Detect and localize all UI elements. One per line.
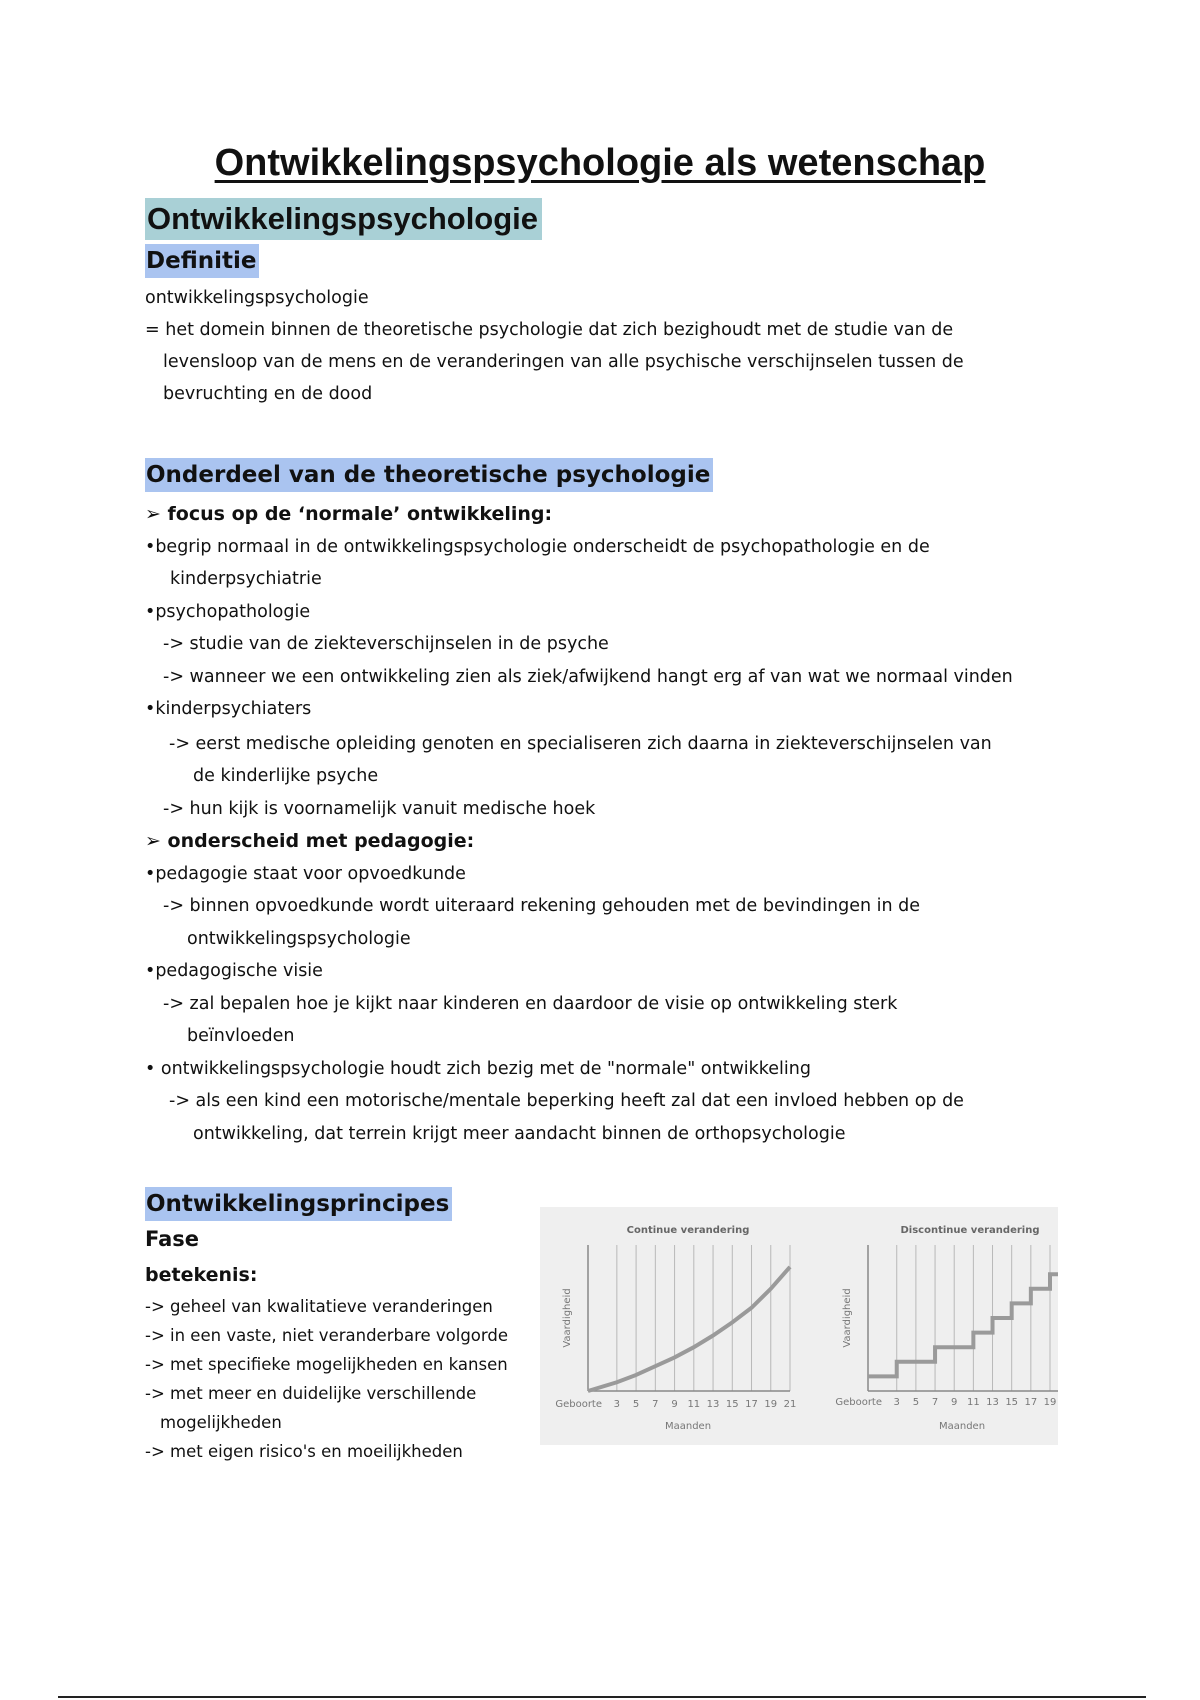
text-line: -> zal bepalen hoe je kijkt naar kinderen en daardoor de visie op ontwikkeling sterk	[163, 994, 898, 1014]
tick-label: 19	[1043, 1397, 1057, 1408]
definition-line: = het domein binnen de theoretische psychologie dat zich bezighoudt met de studie van de	[145, 320, 954, 340]
tick-label: 15	[725, 1399, 739, 1410]
text-line: beïnvloeden	[187, 1026, 295, 1046]
tick-label: 7	[931, 1397, 939, 1408]
y-axis-label: Vaardigheid	[842, 1288, 853, 1348]
tick-label: 5	[912, 1397, 920, 1408]
text-line: -> met eigen risico's en moeilijkheden	[145, 1442, 463, 1461]
definition-line: bevruchting en de dood	[163, 384, 373, 404]
bullet-onderscheid-pedagogie: ➢ onderscheid met pedagogie:	[145, 830, 475, 852]
bullet-focus-normale-ontwikkeling: ➢ focus op de ‘normale’ ontwikkeling:	[145, 503, 553, 525]
tick-label: 13	[986, 1397, 999, 1408]
text-line: -> met meer en duidelijke verschillende	[145, 1384, 477, 1403]
subheading-ontwikkelingsprincipes: Ontwikkelingsprincipes	[145, 1187, 452, 1221]
tick-label: 13	[706, 1399, 720, 1410]
y-axis-label: Vaardigheid	[562, 1288, 573, 1348]
tick-label: Geboorte	[835, 1397, 882, 1408]
text-line: •pedagogische visie	[145, 961, 323, 981]
text-line: -> hun kijk is voornamelijk vanuit medische hoek	[163, 799, 596, 819]
tick-label: 5	[632, 1399, 640, 1410]
footer-rule	[58, 1696, 1146, 1698]
x-axis-label: Maanden	[664, 1421, 712, 1432]
definition-line: levensloop van de mens en de veranderingen van alle psychische verschijnselen tussen de	[163, 352, 964, 372]
series-line	[588, 1267, 790, 1391]
tick-label: 15	[1005, 1397, 1019, 1408]
text-line: •begrip normaal in de ontwikkelingspsychologie onderscheidt de psychopathologie en de	[145, 537, 930, 557]
label-betekenis: betekenis:	[145, 1264, 258, 1286]
text-line: •psychopathologie	[145, 602, 311, 622]
tick-label: Geboorte	[555, 1399, 602, 1410]
text-line: -> in een vaste, niet veranderbare volgorde	[145, 1326, 509, 1345]
x-axis-label: Maanden	[938, 1421, 986, 1432]
text-line: -> als een kind een motorische/mentale beperking heeft zal dat een invloed hebben op de	[169, 1091, 964, 1111]
tick-label: 9	[951, 1397, 958, 1408]
charts-svg	[540, 1207, 1058, 1445]
development-charts-figure	[540, 1207, 1058, 1445]
page-title: Ontwikkelingspsychologie als wetenschap	[214, 142, 986, 184]
chart-title: Discontinue verandering	[900, 1225, 1040, 1236]
text-line: ontwikkeling, dat terrein krijgt meer aandacht binnen de orthopsychologie	[193, 1124, 846, 1144]
text-line: de kinderlijke psyche	[193, 766, 379, 786]
subheading-definitie: Definitie	[145, 244, 259, 278]
chart-title: Continue verandering	[626, 1225, 750, 1236]
tick-label: 11	[967, 1397, 980, 1408]
definition-term: ontwikkelingspsychologie	[145, 288, 369, 308]
tick-label: 9	[671, 1399, 678, 1410]
tick-label: 7	[652, 1399, 659, 1410]
section-heading-ontwikkelingspsychologie: Ontwikkelingspsychologie	[145, 198, 542, 240]
tick-label: 3	[893, 1397, 900, 1408]
tick-label: 11	[687, 1399, 701, 1410]
text-line: ontwikkelingspsychologie	[187, 929, 411, 949]
tick-label: 17	[1024, 1397, 1038, 1408]
text-line: -> wanneer we een ontwikkeling zien als ziek/afwijkend hangt erg af van wat we normaal vinden	[163, 667, 1013, 687]
text-line: kinderpsychiatrie	[170, 569, 322, 589]
text-line: -> binnen opvoedkunde wordt uiteraard rekening gehouden met de bevindingen in de	[163, 896, 921, 916]
text-line: • ontwikkelingspsychologie houdt zich bezig met de "normale" ontwikkeling	[145, 1059, 811, 1079]
text-line: •pedagogie staat voor opvoedkunde	[145, 864, 466, 884]
text-line: -> geheel van kwalitatieve veranderingen	[145, 1297, 493, 1316]
text-line: mogelijkheden	[160, 1413, 282, 1432]
tick-label: 19	[764, 1399, 778, 1410]
tick-label: 17	[745, 1399, 758, 1410]
subheading-onderdeel: Onderdeel van de theoretische psychologie	[145, 458, 713, 492]
tick-label: 21	[783, 1399, 797, 1410]
tick-label: 3	[613, 1399, 621, 1410]
text-line: -> eerst medische opleiding genoten en specialiseren zich daarna in ziekteverschijnselen van	[169, 734, 992, 754]
text-line: -> met specifieke mogelijkheden en kansen	[145, 1355, 508, 1374]
subheading-fase: Fase	[145, 1227, 200, 1251]
text-line: •kinderpsychiaters	[145, 699, 312, 719]
text-line: -> studie van de ziekteverschijnselen in de psyche	[163, 634, 609, 654]
